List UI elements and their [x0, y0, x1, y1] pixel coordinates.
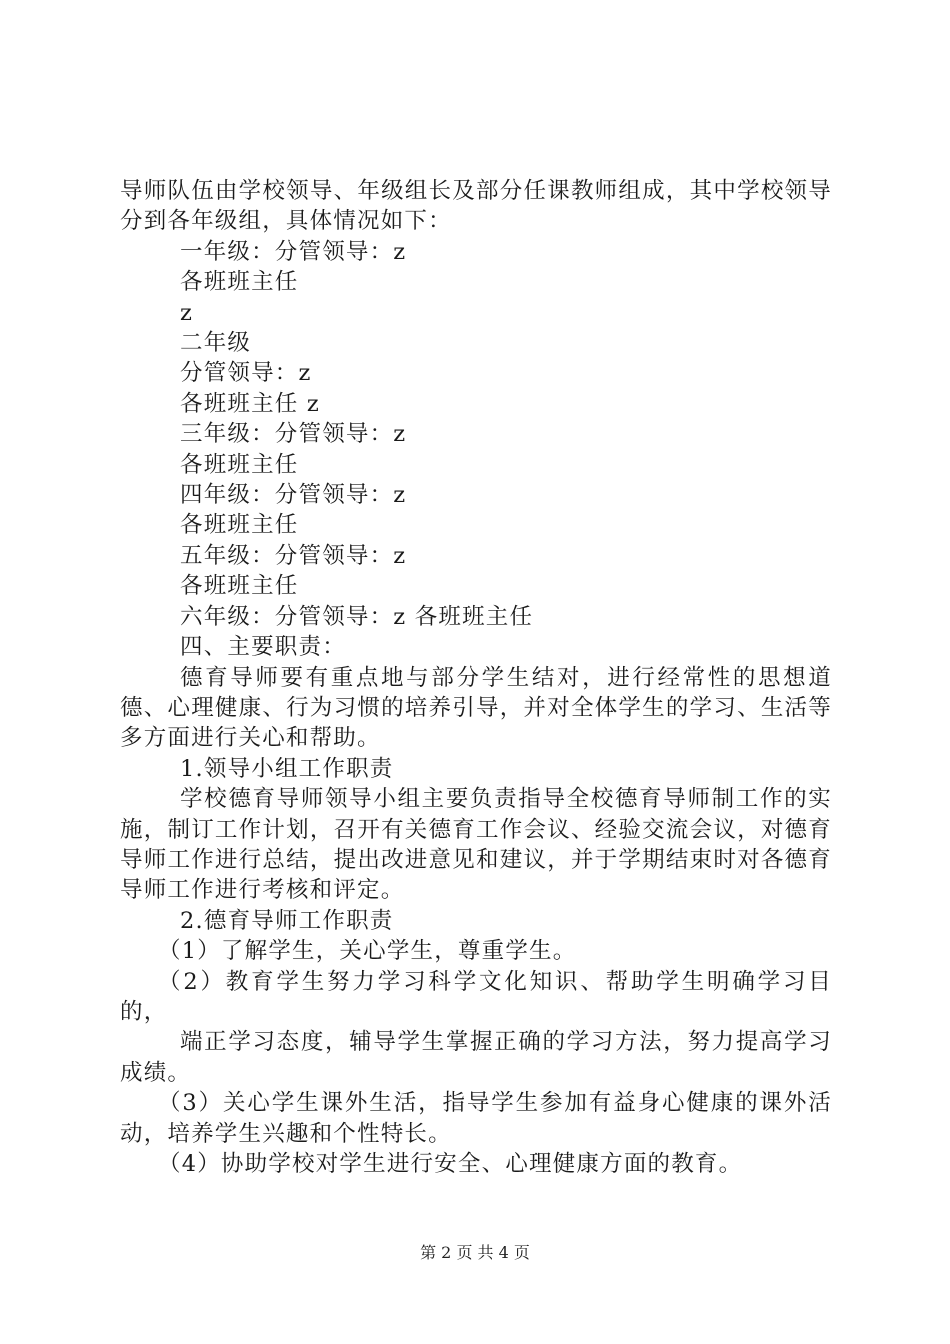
- paragraph: z: [180, 299, 194, 326]
- list-item: （2）教育学生努力学习科学文化知识、帮助学生明确学习目的，: [120, 968, 832, 1025]
- subsection-heading: 2.德育导师工作职责: [180, 907, 394, 934]
- list-item: （1）了解学生，关心学生，尊重学生。: [158, 938, 577, 965]
- paragraph: 各班班主任: [180, 512, 299, 539]
- paragraph: 德育导师要有重点地与部分学生结对，进行经常性的思想道德、心理健康、行为习惯的培养引导，并对全体学生的学习、生活等多方面进行关心和帮助。: [120, 664, 832, 752]
- paragraph: 分管领导：z: [180, 360, 312, 387]
- paragraph: 四年级：分管领导：z: [180, 482, 407, 509]
- list-item: （3）关心学生课外生活，指导学生参加有益身心健康的课外活动，培养学生兴趣和个性特长。: [120, 1090, 832, 1147]
- paragraph: 二年级: [180, 330, 252, 357]
- section-heading: 四、主要职责：: [180, 634, 346, 661]
- paragraph: 导师队伍由学校领导、年级组长及部分任课教师组成，其中学校领导分到各年级组，具体情况如下：: [120, 178, 832, 235]
- list-item: （4）协助学校对学生进行安全、心理健康方面的教育。: [158, 1151, 743, 1177]
- paragraph: 一年级：分管领导：z: [180, 238, 407, 265]
- subsection-heading: 1.领导小组工作职责: [180, 755, 394, 782]
- paragraph: 学校德育导师领导小组主要负责指导全校德育导师制工作的实施，制订工作计划，召开有关德育工作会议、经验交流会议，对德育导师工作进行总结，提出改进意见和建议，并于学期结束时对各德育导师工作进行考核和评定。: [120, 786, 832, 904]
- paragraph: 各班班主任 z: [180, 390, 320, 417]
- paragraph: 五年级：分管领导：z: [180, 542, 407, 569]
- paragraph: 各班班主任: [180, 573, 299, 600]
- document-body: [120, 176, 832, 1179]
- page-number-footer: 第 2 页 共 4 页: [420, 1243, 530, 1262]
- paragraph: 各班班主任: [180, 451, 299, 478]
- paragraph: 六年级：分管领导：z 各班班主任: [180, 603, 534, 630]
- paragraph: 各班班主任: [180, 269, 299, 296]
- paragraph: 端正学习态度，辅导学生掌握正确的学习方法，努力提高学习成绩。: [120, 1029, 832, 1086]
- paragraph: 三年级：分管领导：z: [180, 421, 407, 448]
